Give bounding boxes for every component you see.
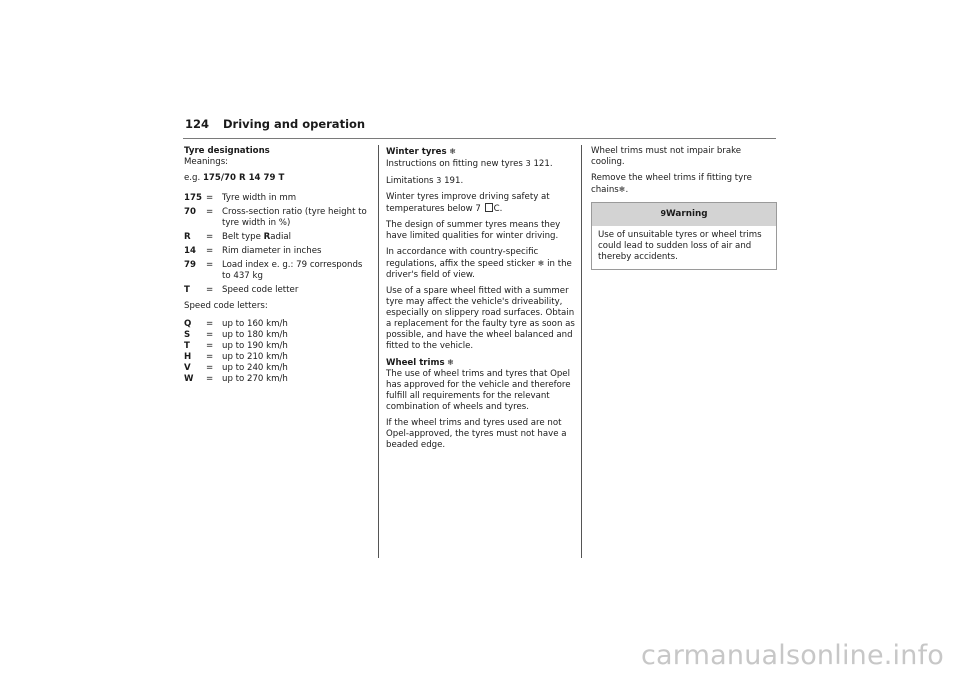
regulations-text: In accordance with country-specific regulations, affix the speed sticker (386, 247, 539, 269)
speed-eq: = (206, 352, 214, 362)
speed-value: up to 190 km/h (222, 341, 288, 351)
summer-design-paragraph: The design of summer tyres means they have limited qualities for winter driving. (386, 220, 561, 241)
speed-value: up to 210 km/h (222, 352, 288, 362)
column-winter-tyres (386, 146, 576, 456)
column-divider-2 (581, 145, 582, 558)
def-value: Speed code letter (222, 285, 299, 295)
example-prefix: e.g. (184, 173, 203, 183)
snowflake-icon: ❄ (618, 185, 626, 194)
speed-row (184, 352, 372, 363)
winter-improve-text: Winter tyres improve driving safety at temperatures below 7 (386, 192, 550, 214)
def-row-width (184, 193, 372, 204)
def-eq: = (206, 232, 214, 242)
speed-value: up to 240 km/h (222, 363, 288, 373)
def-value-bold: R (263, 232, 271, 242)
snowflake-icon: ❄ (537, 259, 545, 268)
speed-row (184, 330, 372, 341)
def-key: T (184, 285, 190, 295)
degree-box-icon (485, 203, 493, 212)
def-value-prefix: Belt type (222, 232, 264, 242)
snowflake-icon: ❄ (449, 147, 457, 156)
def-eq: = (206, 193, 214, 203)
snowflake-icon: ❄ (447, 358, 454, 367)
page-number: 124 (185, 117, 210, 131)
warning-triangle-icon: 9 (660, 209, 667, 218)
regulations-paragraph (386, 247, 576, 281)
speed-eq: = (206, 341, 214, 351)
def-eq: = (206, 260, 214, 270)
page-header (183, 116, 776, 139)
speed-key: Q (184, 319, 192, 329)
speed-code-intro: Speed code letters: (184, 301, 268, 311)
speed-value: up to 180 km/h (222, 330, 288, 340)
remove-trims-paragraph (591, 173, 777, 196)
def-row-speed (184, 285, 372, 296)
def-value: Cross-section ratio (tyre height to tyre width in %) (222, 207, 367, 228)
watermark: carmanualsonline.info (641, 640, 944, 671)
def-eq: = (206, 207, 214, 217)
speed-value: up to 270 km/h (222, 374, 288, 384)
def-value: Rim diameter in inches (222, 246, 322, 256)
def-row-load (184, 260, 372, 282)
wheel-trims-paragraph: The use of wheel trims and tyres that Opel has approved for the vehicle and therefore fulfill all requirements for the relevant combination of wheels and tyres. (386, 369, 571, 412)
brake-cooling-paragraph: Wheel trims must not impair brake cooling. (591, 146, 742, 167)
speed-key: W (184, 374, 194, 384)
def-eq: = (206, 285, 214, 295)
warning-text: Use of unsuitable tyres or wheel trims could lead to sudden loss of air and thereby accidents. (598, 230, 762, 262)
warning-box (591, 202, 777, 270)
def-value: Load index e. g.: 79 corresponds to 437 kg (222, 260, 363, 281)
speed-row (184, 363, 372, 374)
winter-tyres-heading (386, 146, 576, 158)
def-value: Tyre width in mm (222, 193, 297, 203)
def-key: 14 (184, 246, 196, 256)
speed-value: up to 160 km/h (222, 319, 288, 329)
remove-trims-text: Remove the wheel trims if fitting tyre chains (591, 173, 752, 195)
wheel-trims-heading (386, 357, 576, 369)
speed-eq: = (206, 319, 214, 329)
def-key: R (184, 232, 191, 242)
reference-arrow-icon: 3 (525, 159, 531, 168)
spare-wheel-paragraph: Use of a spare wheel fitted with a summer tyre may affect the vehicle's driveability, especially on slippery road surfaces. Obtain a replacement for the faulty tyre as soon as possible, and have the wheel balanced and fitted to the vehicle. (386, 286, 575, 351)
column-wheel-trims (591, 146, 777, 270)
column-divider-1 (378, 145, 379, 558)
speed-eq: = (206, 374, 214, 384)
winter-tyres-title: Winter tyres (386, 147, 447, 157)
remove-trims-end: . (625, 185, 629, 195)
winter-improve-paragraph (386, 192, 576, 215)
not-approved-paragraph: If the wheel trims and tyres used are not Opel-approved, the tyres must not have a beaded edge. (386, 418, 567, 450)
tyre-designations-heading: Tyre designations (184, 146, 270, 156)
speed-row (184, 341, 372, 352)
speed-key: S (184, 330, 191, 340)
speed-eq: = (206, 363, 214, 373)
column-tyre-designations (184, 146, 372, 385)
warning-title: Warning (666, 209, 708, 219)
install-instructions (386, 158, 576, 170)
def-row-rim (184, 246, 372, 257)
limitations-page-ref[interactable]: 191. (444, 176, 464, 186)
speed-key: V (184, 363, 191, 373)
def-key: 175 (184, 193, 202, 203)
def-eq: = (206, 246, 214, 256)
def-key: 70 (184, 207, 196, 217)
speed-key: H (184, 352, 192, 362)
speed-key: T (184, 341, 190, 351)
limitations-text: Limitations (386, 176, 434, 186)
wheel-trims-title: Wheel trims (386, 358, 445, 368)
meanings-label: Meanings: (184, 157, 229, 167)
speed-row (184, 319, 372, 330)
def-row-belt (184, 232, 372, 243)
install-page-ref[interactable]: 121. (533, 159, 553, 169)
install-text: Instructions on fitting new tyres (386, 159, 523, 169)
regulations-text-end: in the driver's field of view. (386, 259, 572, 280)
def-value (222, 232, 372, 243)
def-key: 79 (184, 260, 196, 270)
limitations (386, 175, 576, 187)
example-line (184, 173, 372, 184)
section-title: Driving and operation (223, 117, 366, 131)
warning-header (592, 203, 776, 226)
def-value-rest: adial (270, 232, 291, 242)
def-row-ratio (184, 207, 372, 229)
winter-improve-unit: C. (493, 204, 503, 214)
speed-eq: = (206, 330, 214, 340)
example-code: 175/70 R 14 79 T (202, 173, 285, 183)
reference-arrow-icon: 3 (436, 176, 442, 185)
speed-row (184, 374, 372, 385)
